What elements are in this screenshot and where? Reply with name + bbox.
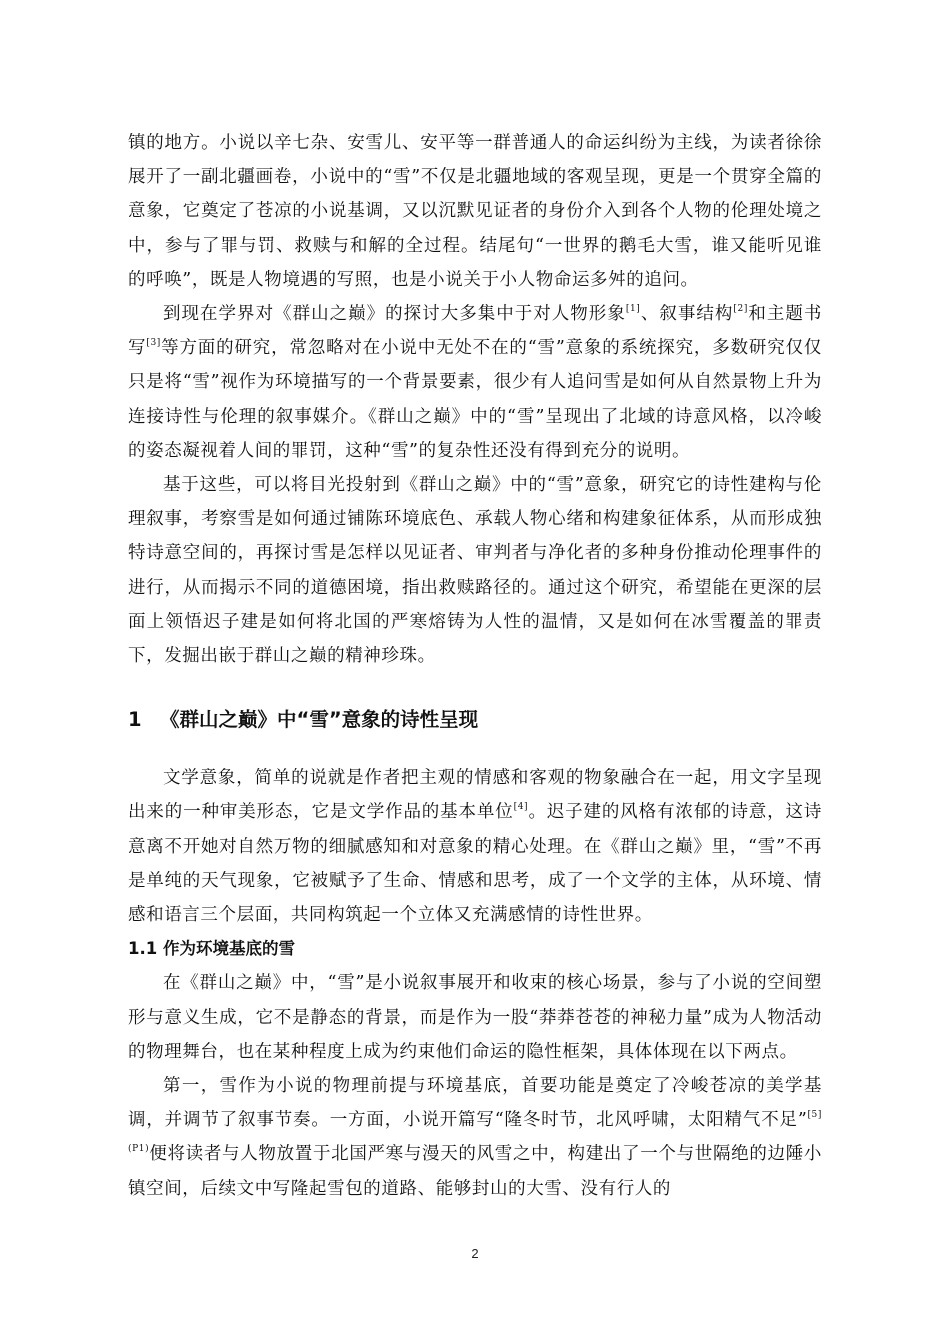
citation-ref-1: [1]: [625, 304, 641, 315]
citation-ref-5: [5](P1): [128, 1110, 822, 1155]
paragraph-text: 等方面的研究，常忽略对在小说中无处不在的“雪”意象的系统探究，多数研究仅仅只是将“雪”视作为环境描写的一个背景要素，很少有人追问雪是如何从自然景物上升为连接诗性与伦理的叙事媒介。《群山之巅》中的“雪”呈现出了北域的诗意风格，以冷峻的姿态凝视着人间的罪罚，这种“雪”的复杂性还没有得到充分的说明。: [128, 338, 823, 461]
section-title: 《群山之巅》中“雪”意象的诗性呈现: [160, 708, 479, 732]
paragraph-text: 、叙事结构: [640, 304, 734, 325]
paragraph-text: 文学意象，简单的说就是作者把主观的情感和客观的物象融合在一起，用文字呈现出来的一种审美形态，它是文学作品的基本单位: [128, 768, 822, 823]
subsection-heading-1-1: 1.1 作为环境基底的雪: [128, 939, 295, 959]
section-number: 1: [128, 708, 142, 732]
paragraph-text: 第一，雪作为小说的物理前提与环境基底，首要功能是奠定了冷峻苍凉的美学基调，并调节了叙事节奏。一方面，小说开篇写“隆冬时节，北风呼啸，太阳精气不足”: [128, 1076, 822, 1131]
paragraph-text: 。迟子建的风格有浓郁的诗意，这诗意离不开她对自然万物的细腻感知和对意象的精心处理。在《群山之巅》里，“雪”不再是单纯的天气现象，它被赋予了生命、情感和思考，成了一个文学的主体，从环境、情感和语言三个层面，共同构筑起一个立体又充满感情的诗性世界。: [128, 802, 822, 926]
section-heading-1: [128, 705, 822, 735]
citation-ref-3: [3]: [146, 338, 161, 349]
page-number: 2: [471, 1246, 479, 1261]
paragraph-text: 到现在学界对《群山之巅》的探讨大多集中于对人物形象: [163, 304, 626, 325]
body-paragraph-2: [128, 297, 822, 468]
body-paragraph-6: [128, 1069, 822, 1206]
body-paragraph-4: [128, 761, 822, 932]
body-paragraph-5: 在《群山之巅》中，“雪”是小说叙事展开和收束的核心场景，参与了小说的空间塑形与意义生成，它不是静态的背景，而是作为一股“莽莽苍苍的神秘力量”成为人物活动的物理舞台，也在某种程度上成为约束他们命运的隐性框架，具体体现在以下两点。: [128, 973, 822, 1062]
paragraph-text: 便将读者与人物放置于北国严寒与漫天的风雪之中，构建出了一个与世隔绝的边陲小镇空间，后续文中写隆起雪包的道路、能够封山的大雪、没有行人的: [128, 1144, 822, 1199]
body-paragraph-3: 基于这些，可以将目光投射到《群山之巅》中的“雪”意象，研究它的诗性建构与伦理叙事，考察雪是如何通过铺陈环境底色、承载人物心绪和构建象征体系，从而形成独特诗意空间的，再探讨雪是怎样以见证者、审判者与净化者的多种身份推动伦理事件的进行，从而揭示不同的道德困境，指出救赎路径的。通过这个研究，希望能在更深的层面上领悟迟子建是如何将北国的严寒熔铸为人性的温情，又是如何在冰雪覆盖的罪责下，发掘出嵌于群山之巅的精神珍珠。: [128, 475, 822, 667]
citation-ref-2: [2]: [733, 304, 748, 315]
paragraph-text: 和主题书写: [128, 304, 823, 359]
body-paragraph-1: 镇的地方。小说以辛七杂、安雪儿、安平等一群普通人的命运纠纷为主线，为读者徐徐展开了一副北疆画卷，小说中的“雪”不仅是北疆地域的客观呈现，更是一个贯穿全篇的意象，它奠定了苍凉的小说基调，又以沉默见证者的身份介入到各个人物的伦理处境之中，参与了罪与罚、救赎与和解的全过程。结尾句“一世界的鹅毛大雪，谁又能听见谁的呼唤”，既是人物境遇的写照，也是小说关于小人物命运多舛的追问。: [128, 133, 822, 290]
citation-ref-4: [4]: [513, 802, 529, 813]
